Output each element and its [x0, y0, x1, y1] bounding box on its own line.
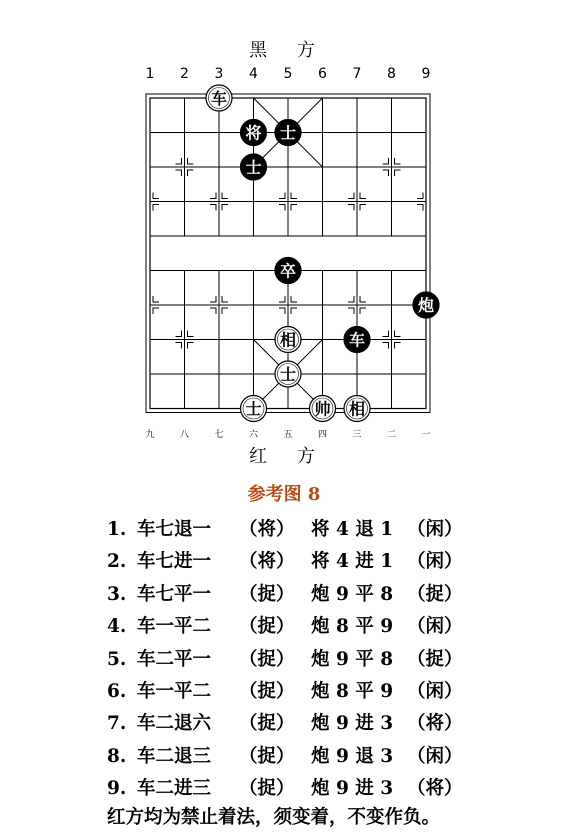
top-file-label: 2	[180, 66, 189, 82]
move-number: 5.	[107, 648, 127, 670]
position-mark	[176, 331, 182, 337]
position-mark	[291, 308, 297, 314]
position-mark	[417, 193, 423, 199]
position-mark	[291, 296, 297, 302]
position-mark	[360, 193, 366, 199]
position-mark	[360, 308, 366, 314]
move-number: 2.	[107, 551, 127, 573]
bottom-file-label: 九	[145, 430, 155, 440]
move-number: 7.	[107, 713, 127, 735]
bottom-file-label: 四	[317, 430, 328, 440]
red-piece-label: 士	[279, 365, 297, 384]
position-mark	[153, 205, 159, 211]
position-mark	[210, 205, 216, 211]
black-move: 炮 8 平 9	[311, 680, 394, 702]
position-mark	[222, 205, 228, 211]
position-mark	[348, 193, 354, 199]
position-mark	[153, 308, 159, 314]
black-move: 炮 9 退 3	[311, 745, 394, 767]
position-mark	[279, 296, 285, 302]
red-piece-label: 相	[348, 399, 366, 419]
red-side-label: 红 方	[249, 446, 327, 467]
position-mark	[395, 170, 401, 176]
black-move-note: （将）	[407, 778, 463, 800]
bottom-file-label: 五	[283, 430, 293, 440]
black-move: 将 4 退 1	[311, 519, 394, 540]
move-number: 6.	[107, 680, 127, 702]
red-move: 车一平二	[137, 680, 212, 702]
top-file-label: 7	[352, 66, 362, 82]
red-move: 车七退一	[137, 519, 212, 540]
position-mark	[348, 308, 354, 314]
position-mark	[176, 343, 182, 349]
red-move-note: （捉）	[239, 616, 295, 638]
red-move: 车一平二	[137, 616, 212, 638]
black-move: 炮 9 平 8	[311, 648, 394, 670]
black-move: 炮 9 进 3	[311, 778, 394, 800]
red-move-note: （捉）	[239, 745, 295, 767]
bottom-file-label: 二	[386, 430, 397, 440]
position-mark	[291, 205, 297, 211]
red-piece-label: 车	[210, 89, 228, 108]
position-mark	[279, 308, 285, 314]
black-move: 炮 9 进 3	[311, 713, 394, 735]
bottom-file-label: 八	[179, 430, 190, 440]
red-piece-label: 相	[279, 330, 297, 350]
figure-caption: 参考图 8	[247, 484, 321, 505]
red-move: 车二退六	[137, 713, 212, 735]
position-mark	[222, 308, 228, 314]
red-move-note: （捉）	[239, 778, 295, 800]
red-move: 车七平一	[137, 583, 212, 605]
black-side-label: 黑 方	[249, 40, 327, 61]
footnote: 红方均为禁止着法，须变着，不变作负。	[107, 807, 441, 828]
position-mark	[383, 331, 389, 337]
red-move-note: （捉）	[239, 583, 295, 605]
position-mark	[153, 296, 159, 302]
top-file-label: 1	[145, 66, 155, 82]
bottom-file-label: 六	[248, 430, 259, 440]
position-mark	[176, 158, 182, 164]
position-mark	[279, 205, 285, 211]
position-mark	[188, 170, 194, 176]
position-mark	[176, 170, 182, 176]
position-mark	[210, 193, 216, 199]
position-mark	[348, 296, 354, 302]
position-mark	[188, 331, 194, 337]
position-mark	[210, 308, 216, 314]
position-mark	[222, 193, 228, 199]
red-move-note: （将）	[239, 551, 295, 573]
red-move-note: （捉）	[239, 713, 295, 735]
top-file-label: 5	[283, 66, 293, 82]
red-move: 车二进三	[137, 778, 212, 800]
move-number: 8.	[107, 745, 127, 767]
top-file-label: 4	[249, 66, 258, 82]
position-mark	[188, 158, 194, 164]
bottom-file-numbers	[145, 428, 430, 440]
black-move: 炮 8 平 9	[311, 616, 394, 638]
black-move-note: （闲）	[407, 551, 463, 573]
top-file-label: 6	[318, 66, 327, 82]
black-piece-label: 士	[279, 123, 297, 143]
red-piece-label: 士	[245, 399, 262, 419]
position-mark	[210, 296, 216, 302]
top-file-label: 3	[214, 66, 224, 82]
position-mark	[360, 205, 366, 211]
black-move-note: （将）	[407, 713, 463, 735]
black-move: 将 4 进 1	[311, 551, 394, 573]
black-move-note: （闲）	[407, 519, 463, 540]
black-move-note: （捉）	[407, 648, 463, 670]
position-mark	[153, 193, 159, 199]
black-piece-label: 将	[245, 123, 262, 143]
black-piece-label: 士	[245, 158, 262, 177]
position-mark	[383, 158, 389, 164]
red-move-note: （捉）	[239, 648, 295, 670]
position-mark	[395, 158, 401, 164]
red-move: 车二平一	[137, 648, 212, 670]
move-number: 4.	[107, 616, 127, 638]
position-mark	[348, 205, 354, 211]
position-mark	[279, 193, 285, 199]
black-move-note: （捉）	[407, 583, 463, 605]
position-mark	[395, 343, 401, 349]
move-number: 3.	[107, 583, 127, 605]
red-move-note: （将）	[239, 519, 295, 540]
move-number: 1.	[107, 519, 127, 540]
black-move: 炮 9 平 8	[311, 583, 394, 605]
red-piece-label: 帅	[314, 399, 331, 419]
black-move-note: （闲）	[407, 680, 463, 702]
position-mark	[383, 343, 389, 349]
red-move: 车七进一	[137, 551, 212, 573]
top-file-label: 9	[421, 66, 431, 82]
position-mark	[360, 296, 366, 302]
position-mark	[291, 193, 297, 199]
move-number: 9.	[107, 778, 127, 800]
position-mark	[188, 343, 194, 349]
bottom-file-label: 三	[352, 430, 362, 440]
bottom-file-label: 一	[421, 430, 431, 440]
position-mark	[222, 296, 228, 302]
position-mark	[395, 331, 401, 337]
position-mark	[383, 170, 389, 176]
black-piece-label: 炮	[417, 296, 435, 315]
black-move-note: （闲）	[407, 616, 463, 638]
bottom-file-label: 七	[214, 430, 224, 440]
black-move-note: （闲）	[407, 745, 463, 767]
red-move-note: （捉）	[239, 680, 295, 702]
top-file-label: 8	[387, 66, 396, 82]
red-move: 车二退三	[137, 745, 212, 767]
black-piece-label: 车	[348, 330, 366, 350]
top-file-numbers	[146, 66, 431, 82]
position-mark	[417, 205, 423, 211]
black-piece-label: 卒	[279, 261, 297, 281]
